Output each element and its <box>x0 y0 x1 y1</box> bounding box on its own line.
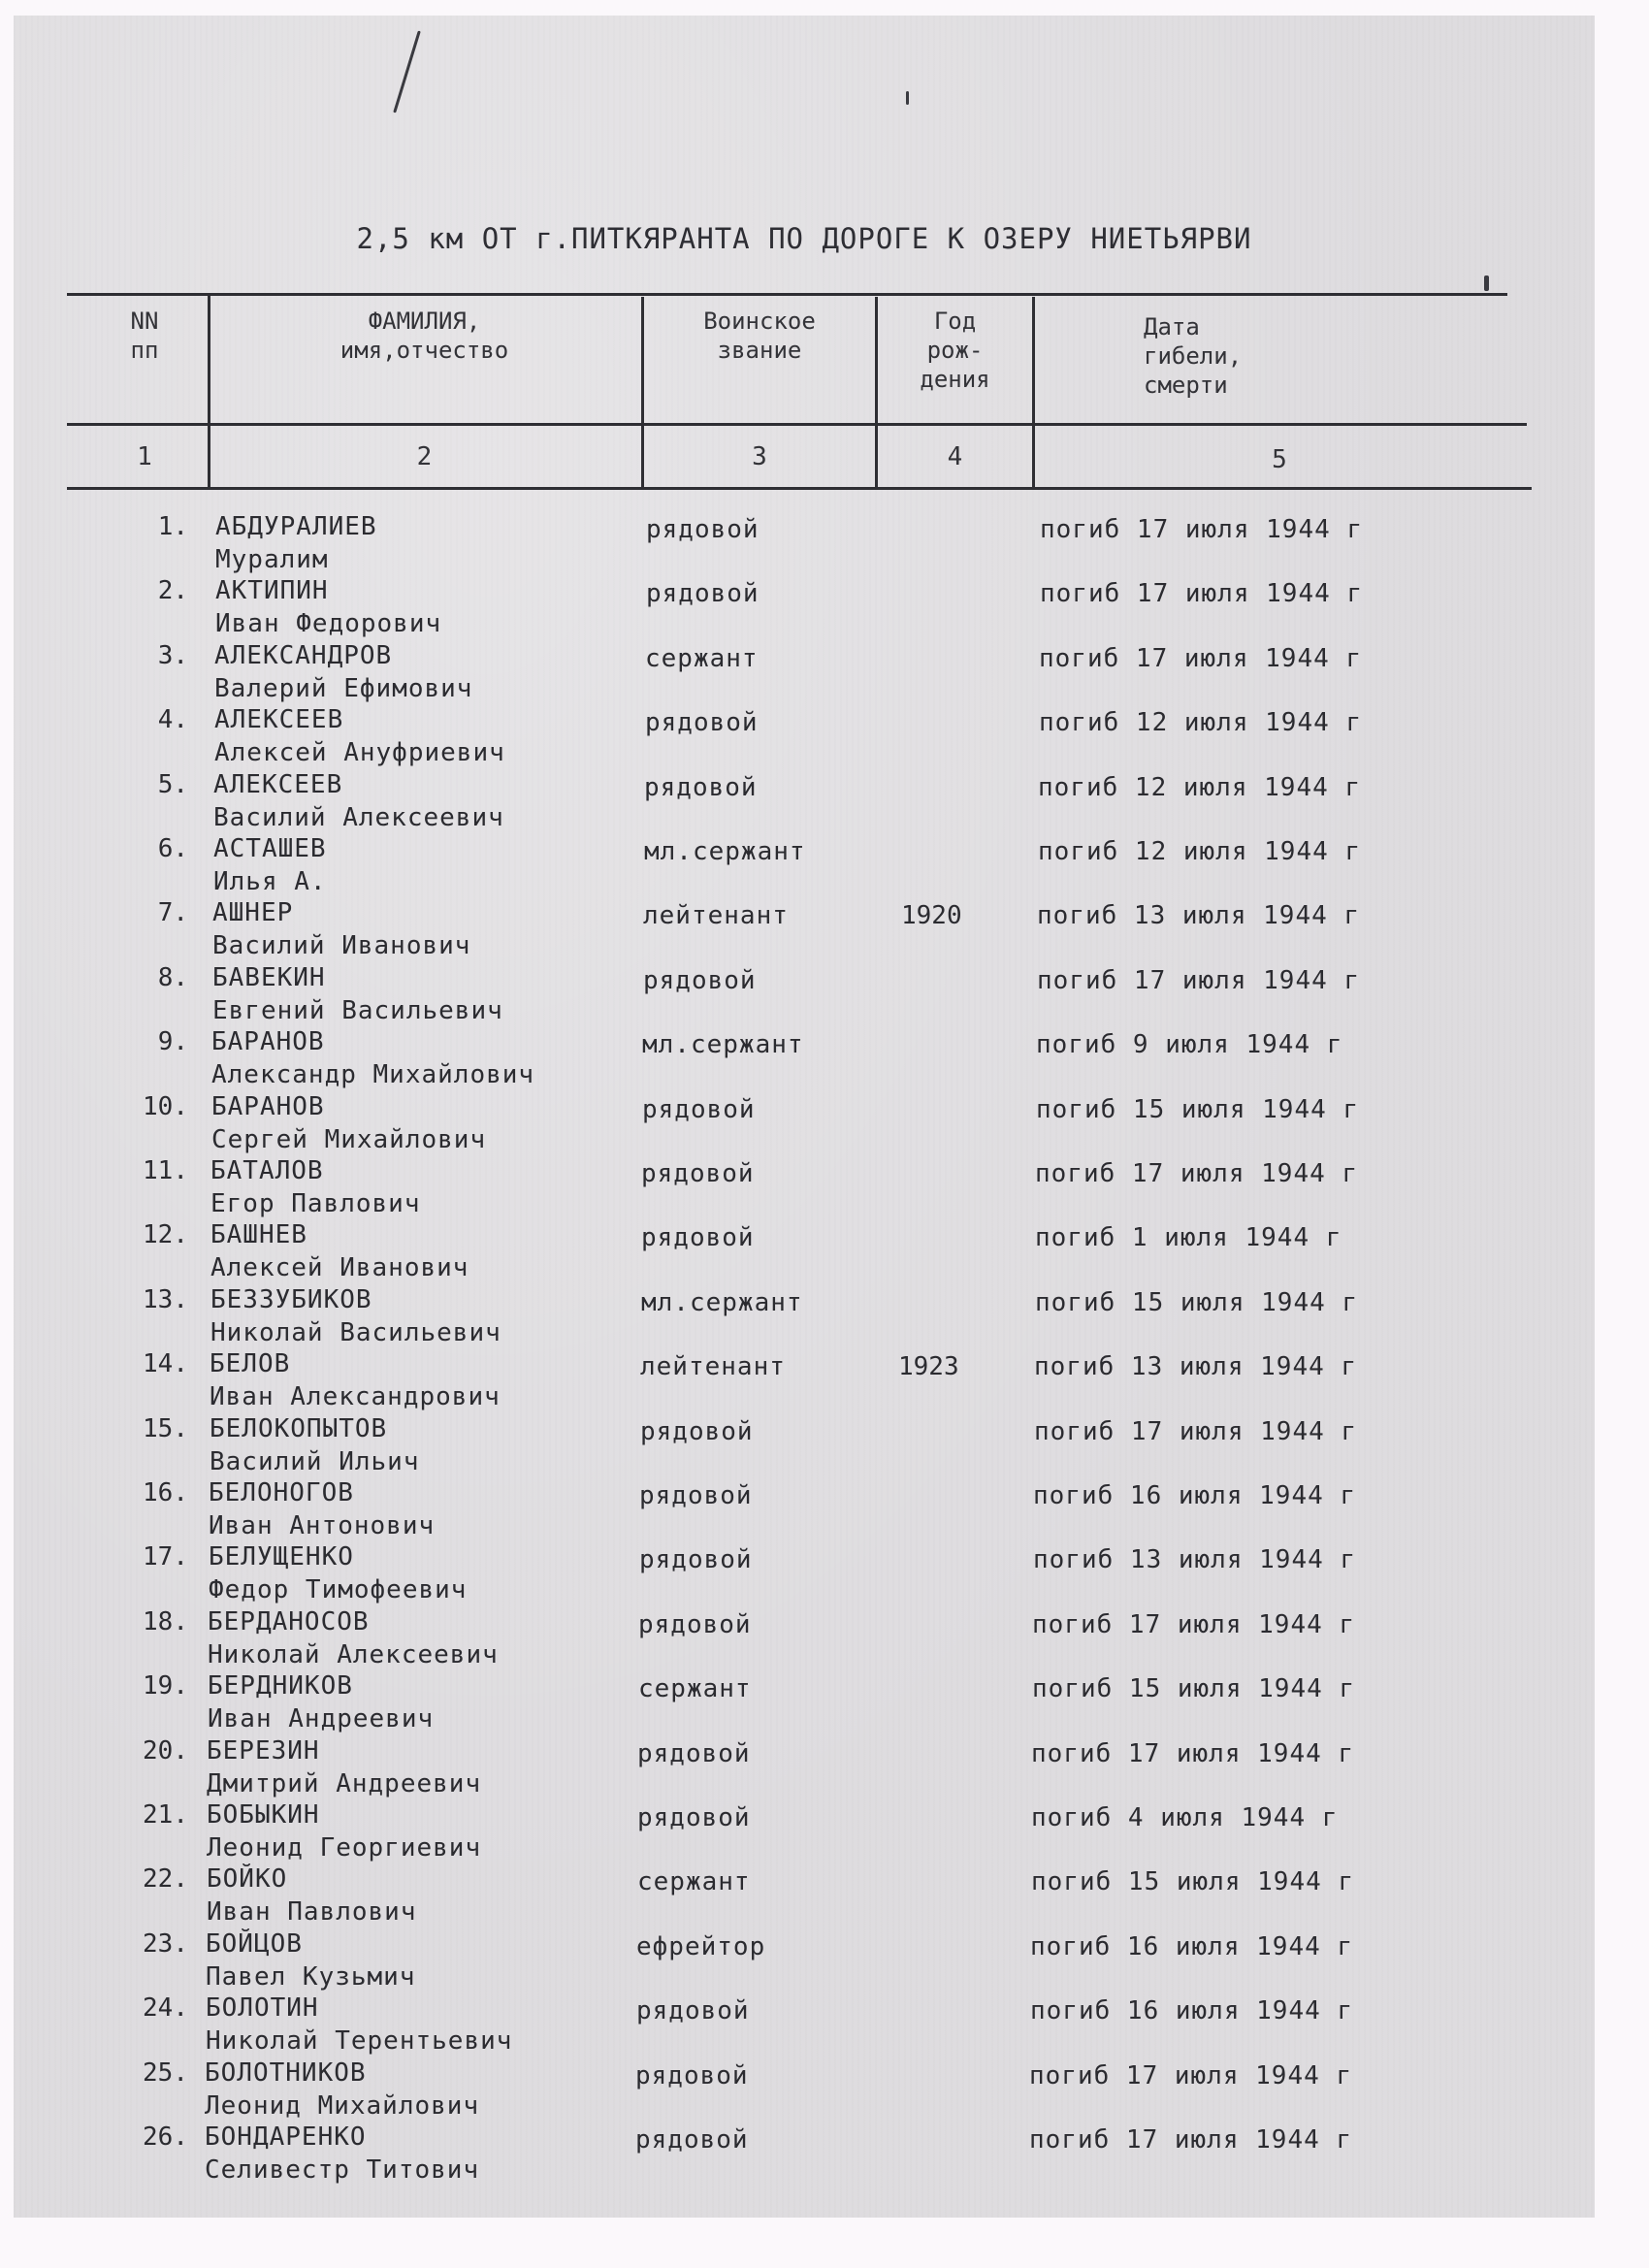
military-rank: рядовой <box>644 772 758 802</box>
row-number: 8. <box>157 962 188 992</box>
table-row <box>14 1285 1595 1349</box>
scan-scratch-mark <box>1484 275 1489 291</box>
table-row <box>14 1929 1595 1993</box>
row-number: 24. <box>143 1993 188 2024</box>
military-rank: сержант <box>638 1674 752 1704</box>
surname: АШНЕР <box>212 898 294 928</box>
row-number: 17. <box>143 1542 188 1572</box>
military-rank: рядовой <box>639 1481 753 1510</box>
row-number: 21. <box>143 1800 188 1830</box>
military-rank: рядовой <box>635 2060 749 2090</box>
table-row <box>14 963 1595 1027</box>
table-row <box>14 1864 1595 1928</box>
military-rank: лейтенант <box>640 1352 786 1382</box>
date-of-death: погиб 17 июля 1944 г <box>1031 1738 1355 1768</box>
table-row <box>14 641 1595 705</box>
table-row <box>14 2058 1595 2122</box>
table-row <box>14 1993 1595 2057</box>
military-rank: рядовой <box>642 1094 756 1124</box>
column-numbers-bottom-rule <box>67 487 1532 490</box>
surname: АЛЕКСЕЕВ <box>213 769 343 799</box>
given-name-patronymic: Иван Федорович <box>215 609 442 639</box>
given-name-patronymic: Иван Андреевич <box>208 1704 435 1734</box>
column-number: 2 <box>416 442 433 471</box>
date-of-death: погиб 15 июля 1944 г <box>1036 1094 1360 1124</box>
surname: БАШНЕВ <box>210 1220 307 1250</box>
date-of-death: погиб 1 июля 1944 г <box>1035 1223 1342 1253</box>
military-rank: рядовой <box>635 2125 749 2155</box>
table-row <box>14 1156 1595 1220</box>
table-row <box>14 512 1595 576</box>
military-rank: сержант <box>637 1867 751 1897</box>
table-row <box>14 705 1595 769</box>
header-divider-rule <box>67 423 1527 426</box>
surname: БЕРДНИКОВ <box>208 1671 353 1701</box>
row-number: 10. <box>143 1091 188 1121</box>
date-of-death: погиб 17 июля 1944 г <box>1040 579 1364 609</box>
military-rank: лейтенант <box>643 901 789 931</box>
given-name-patronymic: Николай Терентьевич <box>206 2026 513 2057</box>
surname: АЛЕКСЕЕВ <box>214 705 344 735</box>
surname: БАТАЛОВ <box>210 1156 324 1185</box>
military-rank: рядовой <box>638 1609 752 1639</box>
column-number: 5 <box>1272 445 1287 474</box>
column-number: 1 <box>137 442 152 471</box>
date-of-death: погиб 12 июля 1944 г <box>1039 708 1363 738</box>
given-name-patronymic: Леонид Георгиевич <box>207 1833 482 1863</box>
military-rank: ефрейтор <box>636 1931 766 1961</box>
row-number: 12. <box>143 1220 188 1250</box>
date-of-death: погиб 17 июля 1944 г <box>1029 2125 1353 2155</box>
date-of-death: погиб 15 июля 1944 г <box>1032 1674 1356 1704</box>
date-of-death: погиб 17 июля 1944 г <box>1040 515 1364 544</box>
date-of-death: погиб 16 июля 1944 г <box>1033 1481 1357 1510</box>
given-name-patronymic: Алексей Иванович <box>210 1253 469 1283</box>
surname: БОНДАРЕНКО <box>205 2122 367 2152</box>
date-of-death: погиб 13 июля 1944 г <box>1033 1545 1357 1575</box>
row-number: 13. <box>143 1284 188 1314</box>
header-number: NN пп <box>130 308 159 364</box>
surname: БАРАНОВ <box>211 1091 325 1121</box>
date-of-death: погиб 17 июля 1944 г <box>1039 643 1363 673</box>
given-name-patronymic: Леонид Михайлович <box>205 2090 480 2121</box>
row-number: 7. <box>157 898 188 928</box>
table-row <box>14 1092 1595 1156</box>
birth-year: 1923 <box>898 1352 959 1382</box>
military-rank: рядовой <box>637 1738 751 1768</box>
given-name-patronymic: Николай Алексеевич <box>208 1639 499 1669</box>
given-name-patronymic: Иван Антонович <box>209 1511 436 1540</box>
row-number: 3. <box>157 640 188 670</box>
row-number: 16. <box>143 1478 188 1507</box>
military-rank: рядовой <box>640 1416 754 1446</box>
table-row <box>14 1800 1595 1864</box>
surname: АЛЕКСАНДРОВ <box>214 640 393 670</box>
scanned-page <box>14 16 1595 2218</box>
header-birth-year: Год рож- дения <box>920 308 990 393</box>
table-row <box>14 898 1595 962</box>
military-rank: мл.сержант <box>642 1030 804 1060</box>
date-of-death: погиб 17 июля 1944 г <box>1034 1416 1358 1446</box>
surname: БЕЛУЩЕНКО <box>209 1542 354 1572</box>
table-row <box>14 1027 1595 1091</box>
given-name-patronymic: Павел Кузьмич <box>206 1961 416 1992</box>
surname: БОБЫКИН <box>207 1800 320 1830</box>
row-number: 26. <box>143 2122 188 2152</box>
given-name-patronymic: Селивестр Титович <box>205 2155 480 2185</box>
given-name-patronymic: Александр Михайлович <box>211 1060 535 1090</box>
surname: БАРАНОВ <box>211 1027 325 1057</box>
row-number: 15. <box>143 1413 188 1443</box>
given-name-patronymic: Муралим <box>215 545 329 574</box>
military-rank: рядовой <box>646 515 760 544</box>
military-rank: рядовой <box>645 708 759 738</box>
date-of-death: погиб 13 июля 1944 г <box>1034 1352 1358 1382</box>
table-row <box>14 834 1595 898</box>
header-date-of-death: Дата гибели, смерти <box>1144 313 1243 399</box>
military-rank: мл.сержант <box>644 837 806 866</box>
row-number: 11. <box>143 1156 188 1185</box>
table-row <box>14 2122 1595 2187</box>
surname: БЕЛОНОГОВ <box>209 1478 354 1507</box>
given-name-patronymic: Сергей Михайлович <box>211 1124 487 1154</box>
military-rank: рядовой <box>641 1159 755 1188</box>
scan-scratch-mark <box>393 30 421 113</box>
date-of-death: погиб 13 июля 1944 г <box>1037 901 1361 931</box>
table-row <box>14 1414 1595 1478</box>
date-of-death: погиб 17 июля 1944 г <box>1032 1609 1356 1639</box>
given-name-patronymic: Илья А. <box>213 867 327 896</box>
row-number: 6. <box>157 834 188 863</box>
header-full-name: ФАМИЛИЯ, имя,отчество <box>340 308 509 364</box>
surname: БЕЛОКОПЫТОВ <box>210 1413 388 1443</box>
surname: БОЙКО <box>207 1864 288 1895</box>
surname: БЕРДАНОСОВ <box>208 1606 370 1636</box>
table-row <box>14 576 1595 640</box>
surname: БОЛОТИН <box>206 1993 319 2024</box>
military-rank: рядовой <box>643 965 757 995</box>
given-name-patronymic: Федор Тимофеевич <box>209 1575 468 1605</box>
date-of-death: погиб 17 июля 1944 г <box>1037 965 1361 995</box>
row-number: 20. <box>143 1735 188 1766</box>
given-name-patronymic: Василий Алексеевич <box>213 802 504 832</box>
table-top-rule <box>67 293 1507 296</box>
table-row <box>14 1220 1595 1284</box>
surname: БОЛОТНИКОВ <box>205 2057 367 2088</box>
row-number: 19. <box>143 1671 188 1701</box>
birth-year: 1920 <box>901 901 962 931</box>
military-rank: сержант <box>645 643 759 673</box>
military-rank: рядовой <box>646 579 760 609</box>
column-number: 4 <box>947 442 963 471</box>
scan-scratch-mark <box>906 91 909 105</box>
row-number: 14. <box>143 1349 188 1379</box>
row-number: 4. <box>157 705 188 735</box>
given-name-patronymic: Дмитрий Андреевич <box>207 1768 482 1798</box>
surname: БОЙЦОВ <box>206 1928 303 1959</box>
column-number: 3 <box>752 442 767 471</box>
table-row <box>14 1478 1595 1542</box>
given-name-patronymic: Алексей Ануфриевич <box>214 738 505 768</box>
date-of-death: погиб 12 июля 1944 г <box>1038 772 1362 802</box>
given-name-patronymic: Василий Иванович <box>212 931 471 961</box>
given-name-patronymic: Иван Павлович <box>207 1897 417 1928</box>
date-of-death: погиб 16 июля 1944 г <box>1030 1931 1354 1961</box>
table-row <box>14 1607 1595 1671</box>
given-name-patronymic: Егор Павлович <box>210 1189 421 1218</box>
table-row <box>14 1671 1595 1735</box>
surname: БЕРЕЗИН <box>207 1735 320 1766</box>
header-military-rank: Воинское звание <box>703 308 816 364</box>
military-rank: рядовой <box>637 1803 751 1832</box>
given-name-patronymic: Валерий Ефимович <box>214 673 473 703</box>
military-rank: мл.сержант <box>641 1287 803 1317</box>
given-name-patronymic: Николай Васильевич <box>210 1317 501 1347</box>
row-number: 25. <box>143 2057 188 2088</box>
date-of-death: погиб 15 июля 1944 г <box>1035 1287 1359 1317</box>
row-number: 1. <box>157 512 188 541</box>
given-name-patronymic: Василий Ильич <box>210 1446 420 1476</box>
military-rank: рядовой <box>641 1223 755 1253</box>
surname: БЕЗЗУБИКОВ <box>210 1284 372 1314</box>
surname: АКТИПИН <box>215 576 329 606</box>
military-rank: рядовой <box>636 1996 750 2026</box>
row-number: 9. <box>157 1027 188 1057</box>
table-row <box>14 1349 1595 1413</box>
military-rank: рядовой <box>639 1545 753 1575</box>
row-number: 2. <box>157 576 188 606</box>
surname: БАВЕКИН <box>212 962 326 992</box>
row-number: 22. <box>143 1864 188 1895</box>
row-number: 18. <box>143 1606 188 1636</box>
date-of-death: погиб 17 июля 1944 г <box>1029 2060 1353 2090</box>
surname: БЕЛОВ <box>210 1349 291 1379</box>
date-of-death: погиб 4 июля 1944 г <box>1031 1803 1339 1832</box>
date-of-death: погиб 16 июля 1944 г <box>1030 1996 1354 2026</box>
date-of-death: погиб 15 июля 1944 г <box>1031 1867 1355 1897</box>
surname: АБДУРАЛИЕВ <box>215 512 377 541</box>
date-of-death: погиб 12 июля 1944 г <box>1038 837 1362 866</box>
table-row <box>14 1542 1595 1606</box>
date-of-death: погиб 9 июля 1944 г <box>1036 1030 1343 1060</box>
table-row <box>14 1736 1595 1800</box>
table-row <box>14 770 1595 834</box>
document-title: 2,5 км ОТ г.ПИТКЯРАНТА ПО ДОРОГЕ К ОЗЕРУ НИЕТЬЯРВИ <box>356 222 1252 255</box>
given-name-patronymic: Евгений Васильевич <box>212 995 503 1025</box>
given-name-patronymic: Иван Александрович <box>210 1382 501 1412</box>
date-of-death: погиб 17 июля 1944 г <box>1035 1159 1359 1188</box>
surname: АСТАШЕВ <box>213 834 327 863</box>
row-number: 23. <box>143 1928 188 1959</box>
row-number: 5. <box>157 769 188 799</box>
